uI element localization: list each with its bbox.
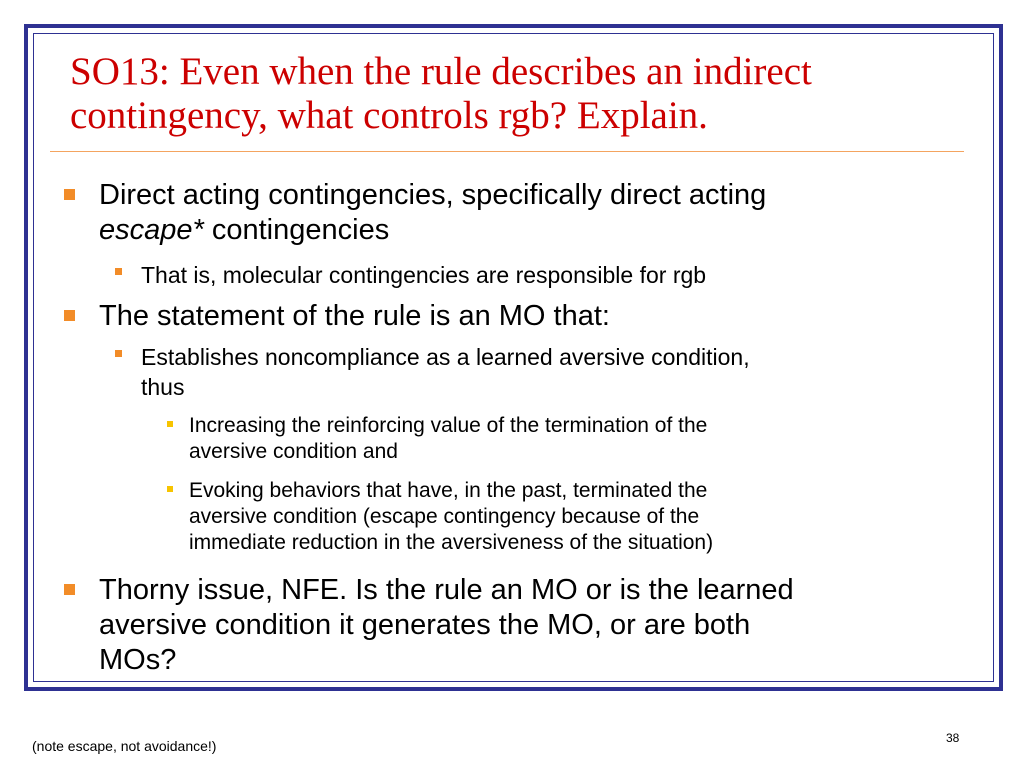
- bullet-text: Establishes noncompliance as a learned aversive condition, thus: [141, 344, 750, 400]
- title-line-2: contingency, what controls rgb? Explain.: [70, 94, 708, 137]
- bullet-item: [64, 178, 766, 248]
- bullet-item: [64, 573, 794, 678]
- page-number: 38: [946, 731, 960, 745]
- bullet-text: That is, molecular contingencies are responsible for rgb: [141, 262, 707, 288]
- sub-bullet-item: [115, 342, 750, 402]
- italic-term: escape*: [99, 214, 204, 246]
- title-line-1: SO13: Even when the rule describes an indirect: [70, 50, 812, 93]
- footnote: (note escape, not avoidance!): [32, 738, 217, 754]
- bullet-text: Increasing the reinforcing value of the termination of the aversive condition and: [189, 414, 708, 463]
- sub-sub-bullet-item: [167, 413, 707, 465]
- sub-sub-bullet-item: [167, 478, 713, 556]
- bullet-text: Thorny issue, NFE. Is the rule an MO or is the learned aversive condition it generates the MO, or are both MOs?: [99, 574, 794, 676]
- slide-title: [70, 50, 970, 138]
- bullet-item: [64, 299, 610, 334]
- square-bullet-icon: [64, 584, 75, 595]
- square-bullet-icon: [115, 350, 122, 357]
- title-divider: [50, 151, 964, 152]
- bullet-text: Direct acting contingencies, specifically direct acting escape* contingencies: [99, 179, 767, 246]
- square-bullet-icon: [115, 268, 122, 275]
- bullet-text: The statement of the rule is an MO that:: [99, 300, 610, 332]
- square-bullet-icon: [64, 189, 75, 200]
- square-bullet-icon: [167, 421, 173, 427]
- bullet-text: Evoking behaviors that have, in the past, terminated the aversive condition (escape contingency because of the immediate reduction in the aversiveness of the situation): [189, 479, 714, 554]
- square-bullet-icon: [167, 486, 173, 492]
- sub-bullet-item: [115, 260, 706, 290]
- square-bullet-icon: [64, 310, 75, 321]
